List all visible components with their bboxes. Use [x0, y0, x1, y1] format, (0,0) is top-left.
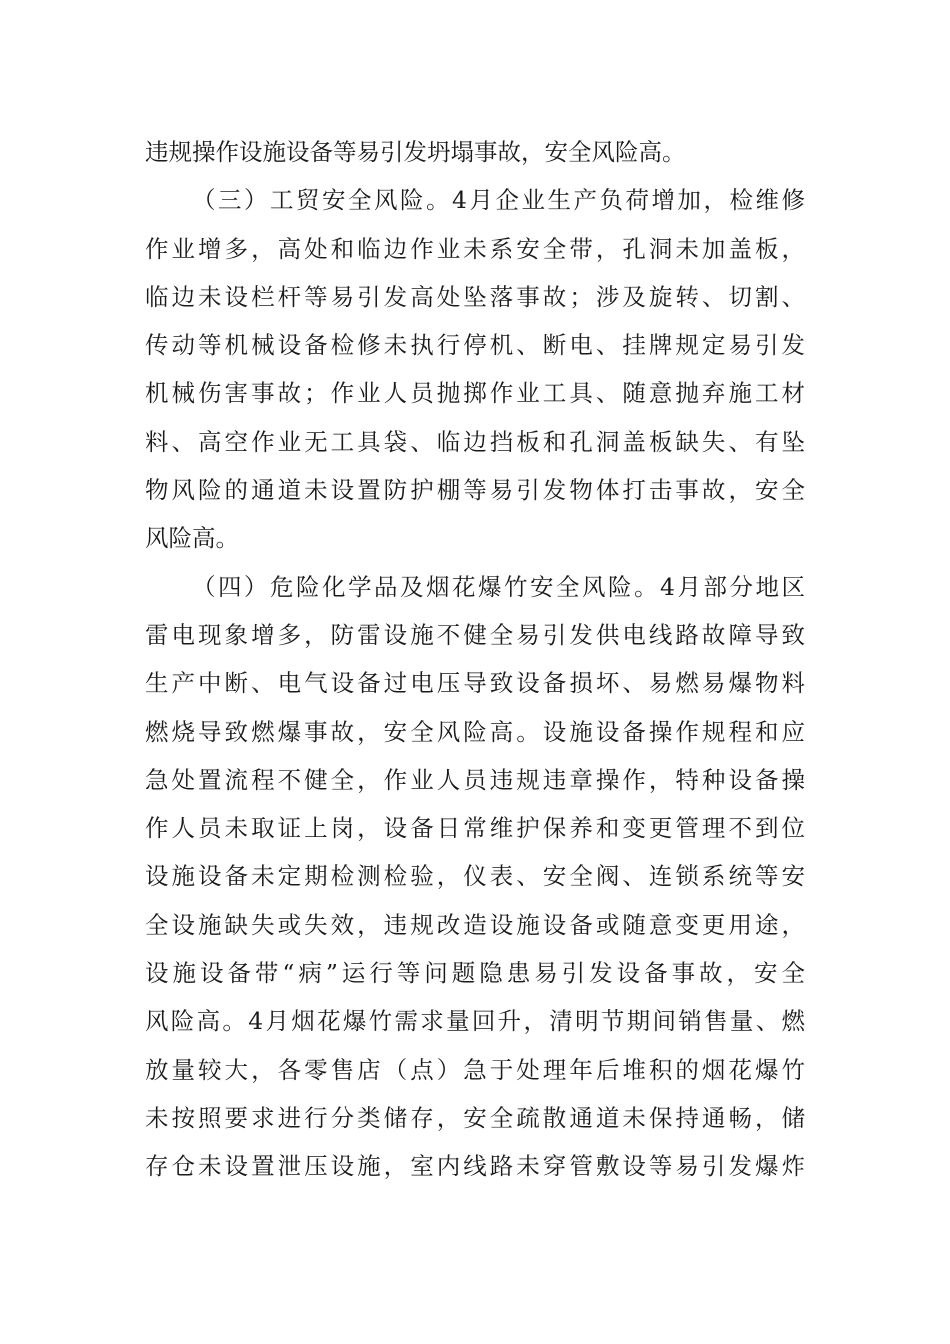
text-line: 传动等机械设备检修未执行停机、断电、挂牌规定易引发 — [145, 331, 805, 360]
text-line: 燃烧导致燃爆事故，安全风险高。设施设备操作规程和应 — [145, 717, 805, 746]
body-text — [145, 128, 805, 1191]
text-line: 全设施缺失或失效，违规改造设施设备或随意变更用途， — [145, 910, 805, 939]
text-line: 风险高。4月烟花爆竹需求量回升，清明节期间销售量、燃 — [145, 1007, 805, 1036]
text-line: 料、高空作业无工具袋、临边挡板和孔洞盖板缺失、有坠 — [145, 427, 805, 456]
text-line: 设施设备未定期检测检验，仪表、安全阀、连锁系统等安 — [145, 862, 805, 891]
text-line: （三）工贸安全风险。4月企业生产负荷增加，检维修 — [192, 186, 805, 215]
text-line: 急处置流程不健全，作业人员违规违章操作，特种设备操 — [145, 765, 805, 794]
text-line: 生产中断、电气设备过电压导致设备损坏、易燃易爆物料 — [145, 669, 805, 698]
text-line: 存仓未设置泄压设施，室内线路未穿管敷设等易引发爆炸 — [145, 1152, 805, 1181]
text-line: 雷电现象增多，防雷设施不健全易引发供电线路故障导致 — [145, 620, 805, 649]
text-line: 设施设备带“病”运行等问题隐患易引发设备事故，安全 — [145, 959, 805, 988]
text-line: 放量较大，各零售店（点）急于处理年后堆积的烟花爆竹 — [145, 1055, 805, 1084]
text-line: 机械伤害事故；作业人员抛掷作业工具、随意抛弃施工材 — [145, 379, 805, 408]
text-line: 未按照要求进行分类储存，安全疏散通道未保持通畅，储 — [145, 1103, 805, 1132]
text-line: 临边未设栏杆等易引发高处坠落事故；涉及旋转、切割、 — [145, 282, 805, 311]
text-line: 作业增多，高处和临边作业未系安全带，孔洞未加盖板， — [145, 234, 805, 263]
text-line: （四）危险化学品及烟花爆竹安全风险。4月部分地区 — [192, 572, 805, 601]
text-line: 风险高。 — [145, 524, 239, 553]
text-line: 物风险的通道未设置防护棚等易引发物体打击事故，安全 — [145, 476, 805, 505]
text-line: 作人员未取证上岗，设备日常维护保养和变更管理不到位 — [145, 814, 805, 843]
text-line: 违规操作设施设备等易引发坍塌事故，安全风险高。 — [145, 138, 686, 166]
